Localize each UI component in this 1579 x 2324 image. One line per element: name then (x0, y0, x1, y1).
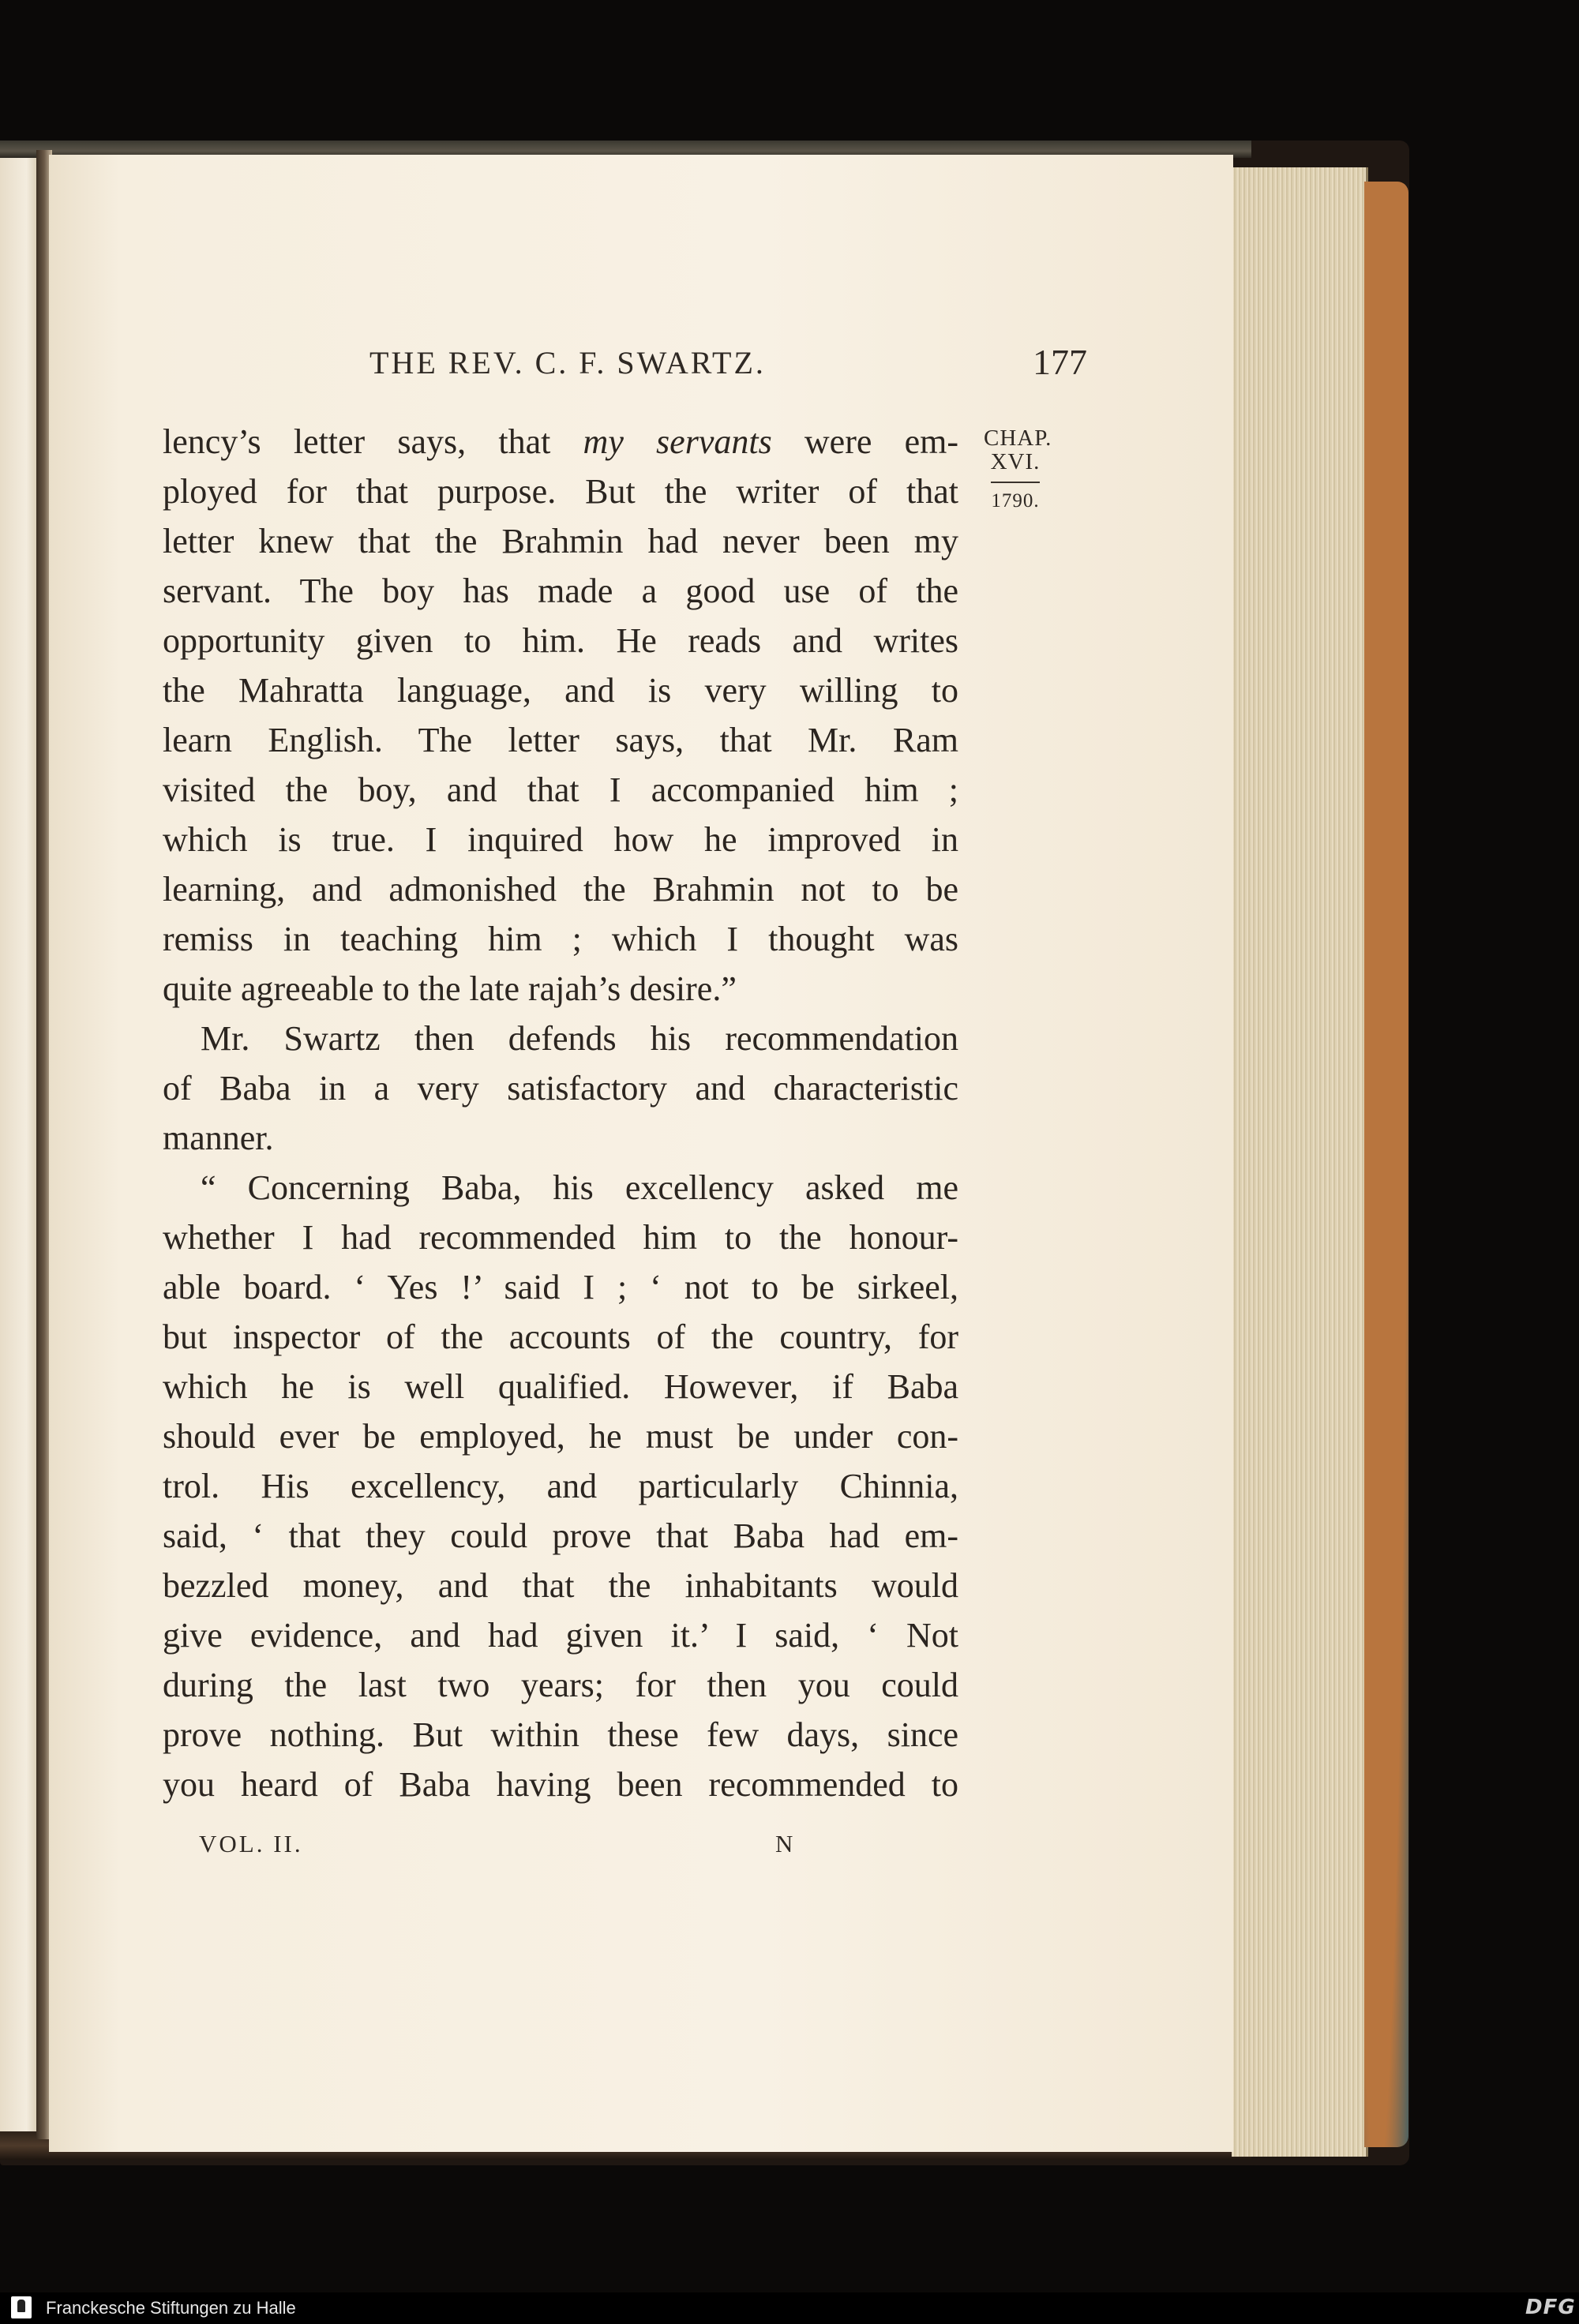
text-line: Mr. Swartz then defends his recommendation (201, 1019, 958, 1058)
text-line: learn English. The letter says, that Mr. Ram (163, 721, 958, 759)
left-page-edge (0, 158, 38, 2131)
margin-year: 1790. (991, 490, 1040, 512)
text-line: visited the boy, and that I accompanied him ; (163, 770, 958, 809)
text-line: manner. (163, 1119, 274, 1157)
text-run: were em- (771, 422, 958, 461)
library-logo-icon[interactable] (11, 2296, 32, 2318)
text-line (163, 417, 958, 467)
body-text (163, 417, 958, 1809)
text-line: which he is well qualified. However, if Baba (163, 1367, 958, 1406)
margin-note (984, 425, 1052, 513)
page-stack-edge (1232, 167, 1368, 2157)
text-line: opportunity given to him. He reads and writes (163, 621, 958, 660)
text-line: the Mahratta language, and is very willing to (163, 671, 958, 710)
text-line: “ Concerning Baba, his excellency asked me (201, 1168, 958, 1207)
text-line: give evidence, and had given it.’ I said, ‘ Not (163, 1616, 958, 1655)
text-line: prove nothing. But within these few days, since (163, 1715, 958, 1754)
text-line: of Baba in a very satisfactory and characteristic (163, 1069, 958, 1108)
running-head: THE REV. C. F. SWARTZ. (369, 345, 766, 380)
library-name-link[interactable]: Franckesche Stiftungen zu Halle (46, 2298, 296, 2318)
text-line: letter knew that the Brahmin had never been my (163, 522, 958, 560)
footer-signature: N (775, 1830, 793, 1857)
dfg-logo[interactable]: DFG (1525, 2296, 1576, 2319)
text-line: servant. The boy has made a good use of the (163, 572, 958, 610)
text-line: quite agreeable to the late rajah’s desire.” (163, 969, 737, 1008)
text-line: learning, and admonished the Brahmin not to be (163, 870, 958, 909)
text-line: which is true. I inquired how he improved in (163, 820, 958, 859)
text-line: whether I had recommended him to the honour- (163, 1218, 958, 1257)
text-line: trol. His excellency, and particularly Chinnia, (163, 1467, 958, 1505)
margin-chap-number: XVI. (990, 449, 1041, 474)
text-line: during the last two years; for then you could (163, 1666, 958, 1704)
text-line: remiss in teaching him ; which I thought was (163, 920, 958, 958)
margin-rule (991, 482, 1040, 483)
text-run: lency’s letter says, that (163, 422, 583, 461)
text-line: should ever be employed, he must be under con- (163, 1417, 958, 1456)
footer-volume: VOL. II. (199, 1830, 303, 1857)
text-line: bezzled money, and that the inhabitants would (163, 1566, 958, 1605)
text-line: you heard of Baba having been recommended to (163, 1765, 958, 1804)
text-line: but inspector of the accounts of the country, for (163, 1318, 958, 1356)
marbled-back-board (1364, 182, 1408, 2147)
text-line: said, ‘ that they could prove that Baba had em- (163, 1516, 958, 1555)
text-line: able board. ‘ Yes !’ said I ; ‘ not to be sirkeel, (163, 1268, 958, 1306)
text-line: ployed for that purpose. But the writer of that (163, 472, 958, 511)
margin-chap-label: CHAP. (984, 425, 1052, 451)
page-number: 177 (1033, 342, 1087, 382)
italic-text-run: my servants (583, 422, 772, 461)
